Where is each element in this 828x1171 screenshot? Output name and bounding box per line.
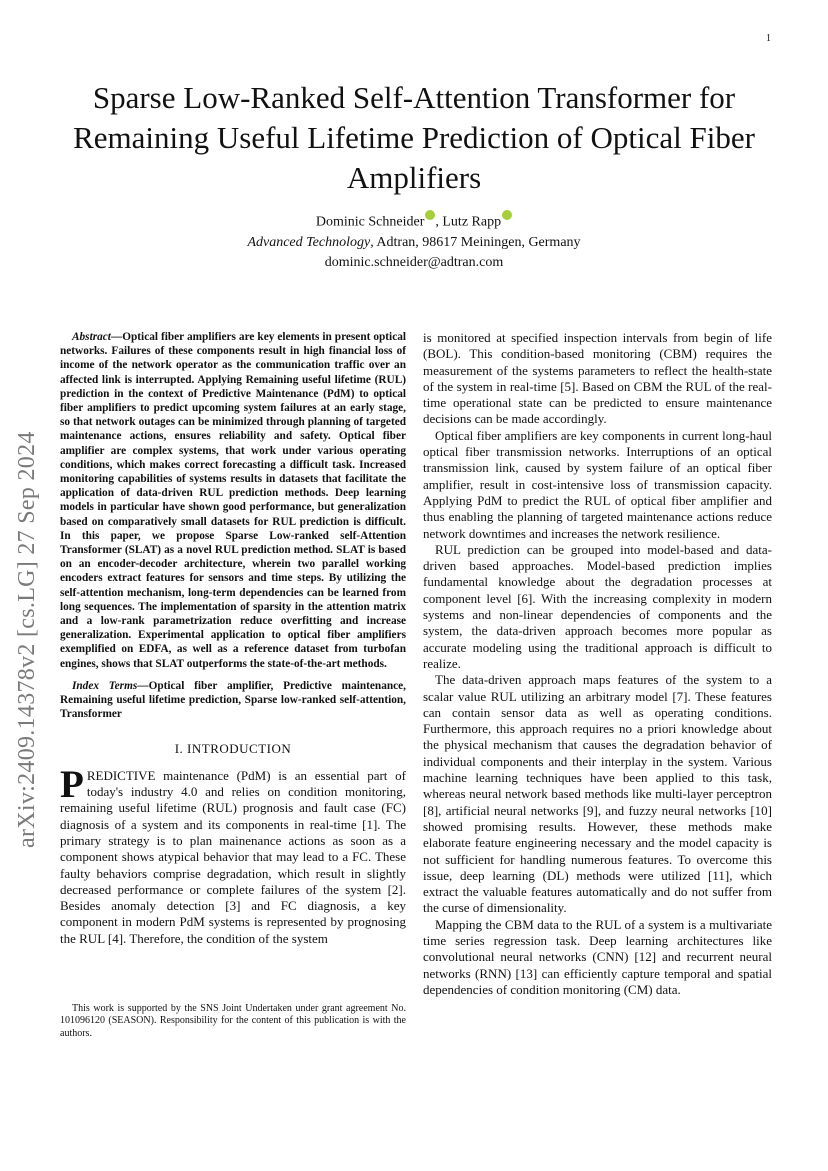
right-column (423, 330, 772, 998)
orcid-icon[interactable] (425, 210, 435, 220)
author-separator: , (435, 214, 443, 230)
author-email[interactable]: dominic.schneider@adtran.com (324, 254, 504, 270)
abstract-label: Abstract (72, 331, 111, 343)
body-paragraph: Mapping the CBM data to the RUL of a system is a multivariate time series regression task. Deep learning architectures like convolutional neural networks (CNN) [12] and recurrent neural networks (RNN) [13] can efficiently capture temporal and spatial dependencies of condition monitoring (CM) data. (423, 916, 772, 997)
body-paragraph: is monitored at specified inspection intervals from begin of life (BOL). This condition-based monitoring (CBM) requires the measurement of the systems parameters to reflect the health-state of the system in real-time [5]. Based on CBM the RUL of the real-time operational state can be predicted to ensure maintenance decisions can be made accordingly. (423, 330, 772, 427)
orcid-icon[interactable] (502, 210, 512, 220)
abstract (60, 330, 406, 671)
author-block (110, 210, 718, 273)
author-name: Lutz Rapp (442, 214, 502, 230)
affiliation-department: Advanced Technology (247, 234, 371, 250)
body-paragraph: RUL prediction can be grouped into model-based and data-driven based approaches. Model-based prediction implies fundamental knowledge about the degradation processes at component level [6]. With the increasing complexity in modern systems and non-linear dependencies of components and the system, the data-driven approach becomes more popular as accurate modeling using the traditional approach is difficult to realize. (423, 541, 772, 671)
affiliation-institution: , Adtran, 98617 Meiningen, Germany (370, 234, 581, 250)
section-heading: I. INTRODUCTION (174, 741, 292, 757)
body-paragraph: The data-driven approach maps features of the system to a scalar value RUL utilizing an arbitrary model [7]. These features can contain sensor data as well as operating conditions. Furthermore, this approach requires no a priori knowledge about the physical mechanism that causes the degradation behavior of individual components and their interplay in the system. Various machine learning techniques have been applied to this task, whereas neural network based methods like multi-layer perceptron [8], artificial neural networks [9], and fuzzy neural networks [10] showed promising results. However, these methods make elaborate feature engineering necessary and the model capacity is not sufficient for handling numerous features. To overcome this issue, deep learning (DL) methods were utilized [11], which extract the valuable features automatically and do not suffer from the curse of dimensionality. (423, 672, 772, 916)
footnote: This work is supported by the SNS Joint Undertaken under grant agreement No. 101096120 (SEASON). Responsibility for the content of this publication is with the authors. (60, 1003, 406, 1039)
page-number: 1 (766, 33, 771, 44)
affiliation (110, 233, 718, 253)
index-terms-text: —Optical fiber amplifier, Predictive maintenance, Remaining useful lifetime prediction, Sparse low-ranked self-attention, Transformer (60, 679, 406, 721)
author-line (110, 210, 718, 233)
intro-text: REDICTIVE maintenance (PdM) is an essential part of today's industry 4.0 and relies on condition monitoring, remaining useful lifetime (RUL) prognosis and fault case (FC) diagnosis of a system and its components in real-time [1]. The primary strategy is to plan mainenance actions as soon as a component shows atypical behavior that may lead to a FC. These faulty behaviors comprise degradation, which result in slightly decreased performance or complete failures of the system [2]. Besides anomaly detection [3] and FC diagnosis, a key component in modern PdM systems is represented by prognosing the RUL [4]. Therefore, the condition of the system (60, 767, 406, 946)
index-terms-label: Index Terms (72, 679, 138, 692)
author-name: Dominic Schneider (315, 214, 425, 230)
abstract-text: —Optical fiber amplifiers are key elements in present optical networks. Failures of these components result in high financial loss of income of the network operator as the communication traffic over an affected link is interrupted. Applying Remaining useful lifetime (RUL) prediction in the context of Predictive Maintenance (PdM) to optical fiber amplifiers to predict upcoming system failures at an early stage, so that network outages can be minimized through planning of targeted maintenance actions, ensures reliability and safety. Optical fiber amplifier are complex systems, that work under various operating conditions, which makes correct forecasting a difficult task. Increased monitoring capabilities of systems results in datasets that facilitate the application of data-driven RUL prediction methods. Deep learning models in particular have shown good performance, but generalization based on comparatively small datasets for RUL prediction is difficult. In this paper, we propose Sparse Low-ranked self-Attention Transformer (SLAT) as a novel RUL prediction method. SLAT is based on an encoder-decoder architecture, wherein two parallel working encoders extract features for sensors and time steps. By utilizing the self-attention mechanism, long-term dependencies can be learned from long sequences. The implementation of sparsity in the attention matrix and a low-rank parametrization reduce overfitting and increase generalization. Experimental application to optical fiber amplifiers exemplified on EDFA, as well as a reference dataset from turbofan engines, shows that SLAT outperforms the state-of-the-art methods. (60, 331, 406, 670)
index-terms (60, 679, 406, 722)
drop-cap: P (60, 762, 84, 806)
left-column (60, 330, 406, 947)
arxiv-identifier-stamp: arXiv:2409.14378v2 [cs.LG] 27 Sep 2024 (14, 431, 40, 848)
body-paragraph: Optical fiber amplifiers are key components in current long-haul optical fiber transmission networks. Interruptions of an optical transmission link, caused by system failure of an optical fiber amplifier, result in cost-intensive loss of transmission capacity. Applying PdM to predict the RUL of optical fiber amplifier and thus enabling the planning of targeted maintenance actions reduce network downtimes and increases the network resilience. (423, 427, 772, 541)
intro-paragraph (60, 762, 406, 947)
paper-title: Sparse Low-Ranked Self-Attention Transformer for Remaining Useful Lifetime Prediction of Optical Fiber Amplifiers (73, 80, 755, 195)
